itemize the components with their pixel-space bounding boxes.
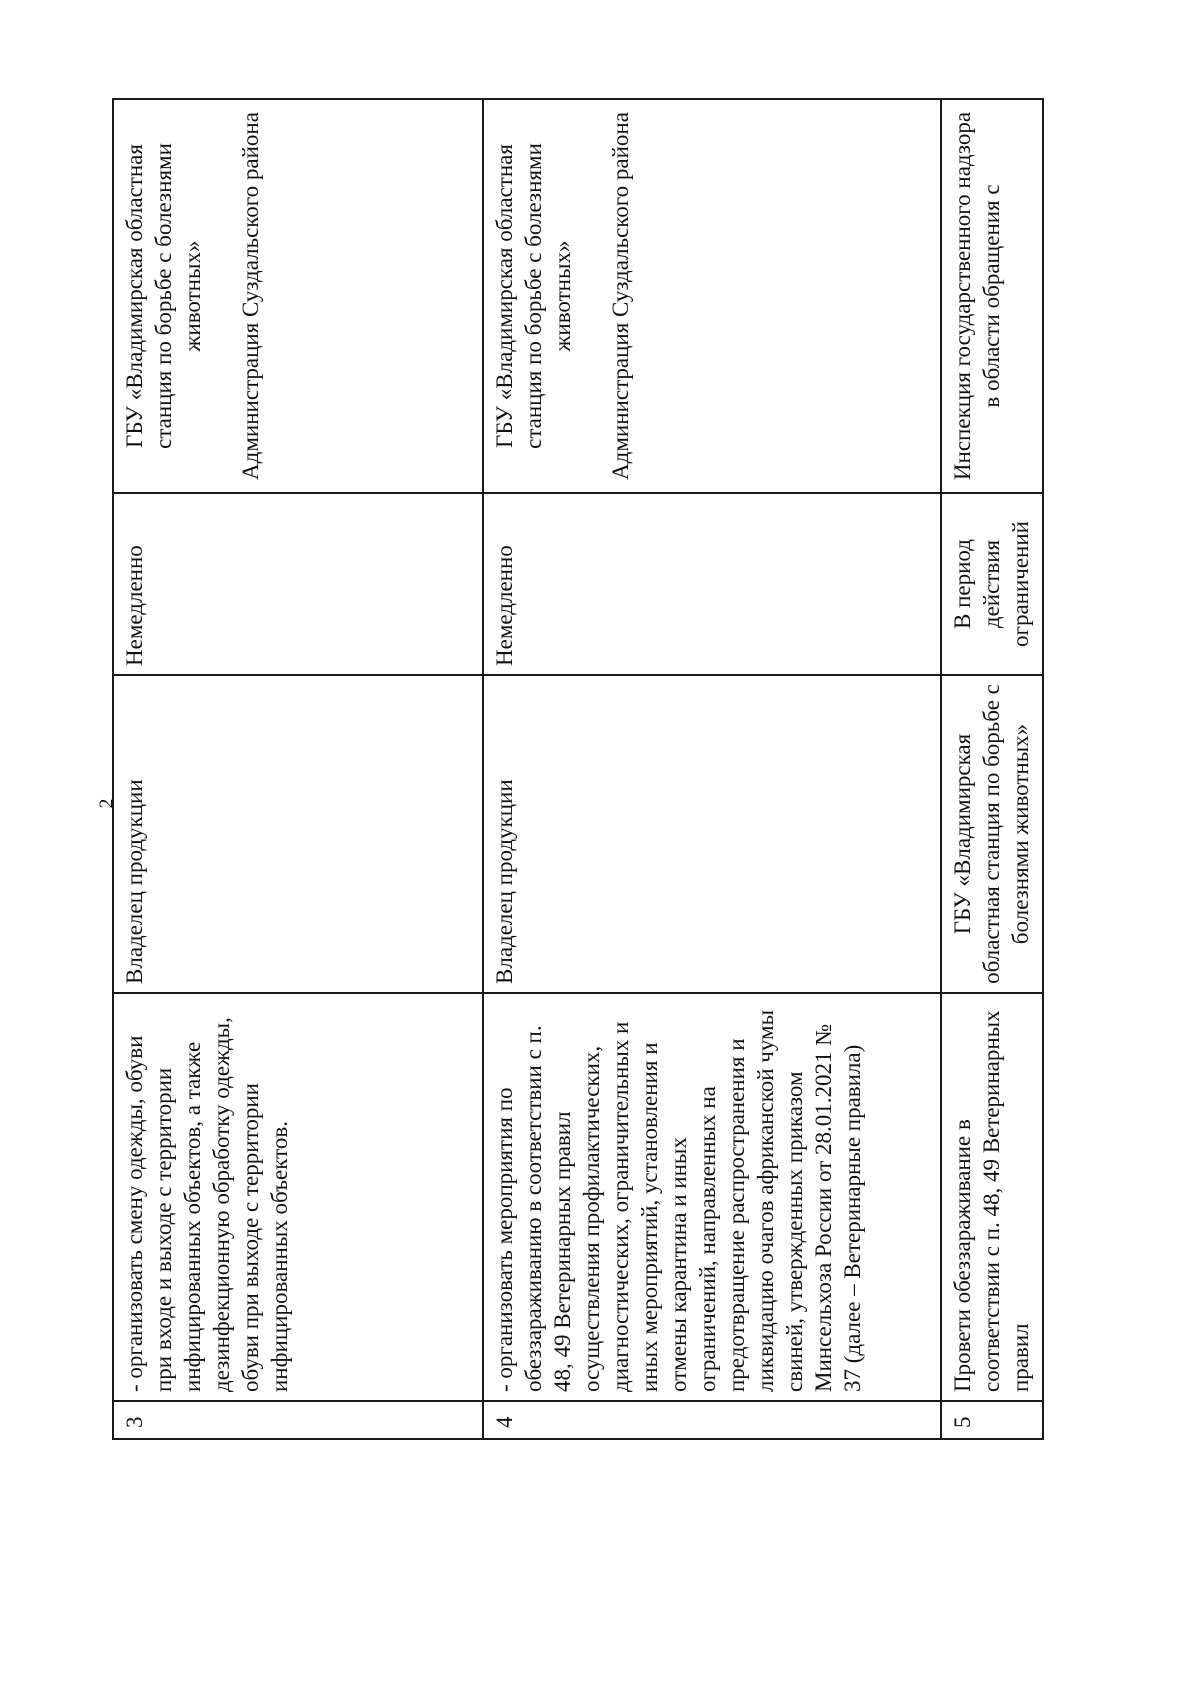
deadline-cell: Немедленно	[113, 493, 483, 675]
control-org: ГБУ «Владимирская областная станция по борьбе с болезнями животных»	[492, 143, 575, 449]
responsible-cell: Владелец продукции	[483, 675, 941, 993]
responsible-cell: Владелец продукции	[113, 675, 483, 993]
measures-table	[112, 98, 1044, 1440]
row-number: 5	[941, 1401, 1043, 1439]
control-admin: Администрация Суздальского района	[608, 112, 633, 480]
responsible-cell: ГБУ «Владимирская областная станция по борьбе с болезнями животных»	[941, 675, 1043, 993]
table-row	[113, 99, 483, 1439]
deadline-cell: В период действия ограничений	[941, 493, 1043, 675]
row-number: 3	[113, 1401, 483, 1439]
control-cell	[941, 99, 1043, 493]
measure-cell: - организовать смену одежды, обуви при входе и выходе с территории инфицированных объектов, а также дезинфекционную обработку одежды, обуви при выходе с территории инфицированных объектов.	[113, 993, 483, 1401]
control-cell	[113, 99, 483, 493]
page-number: 2	[95, 798, 118, 809]
control-admin: Администрация Суздальского района	[238, 112, 263, 480]
table-row	[941, 99, 1043, 1439]
measure-cell: Провети обеззараживание в соответствии с п. 48, 49 Ветеринарных правил	[941, 993, 1043, 1401]
control-cell	[483, 99, 941, 493]
control-org: Инспекция государственного надзора в области обращения с	[950, 111, 1004, 481]
table-row	[483, 99, 941, 1439]
row-number: 4	[483, 1401, 941, 1439]
deadline-cell: Немедленно	[483, 493, 941, 675]
rotated-table-container	[112, 100, 1042, 1440]
measure-cell: - организовать мероприятия по обеззараживанию в соответствии с п. 48, 49 Ветеринарных правил осуществления профилактических, диагностических, ограничительных и иных мероприятий, установления и отмены карантина и иных ограничений, направленных на предотвращение распространения и ликвидацию очагов африканской чумы свиней, утвержденных приказом Минсельхоза России от 28.01.2021 № 37 (далее – Ветеринарные правила)	[483, 993, 941, 1401]
control-org: ГБУ «Владимирская областная станция по борьбе с болезнями животных»	[122, 143, 205, 449]
